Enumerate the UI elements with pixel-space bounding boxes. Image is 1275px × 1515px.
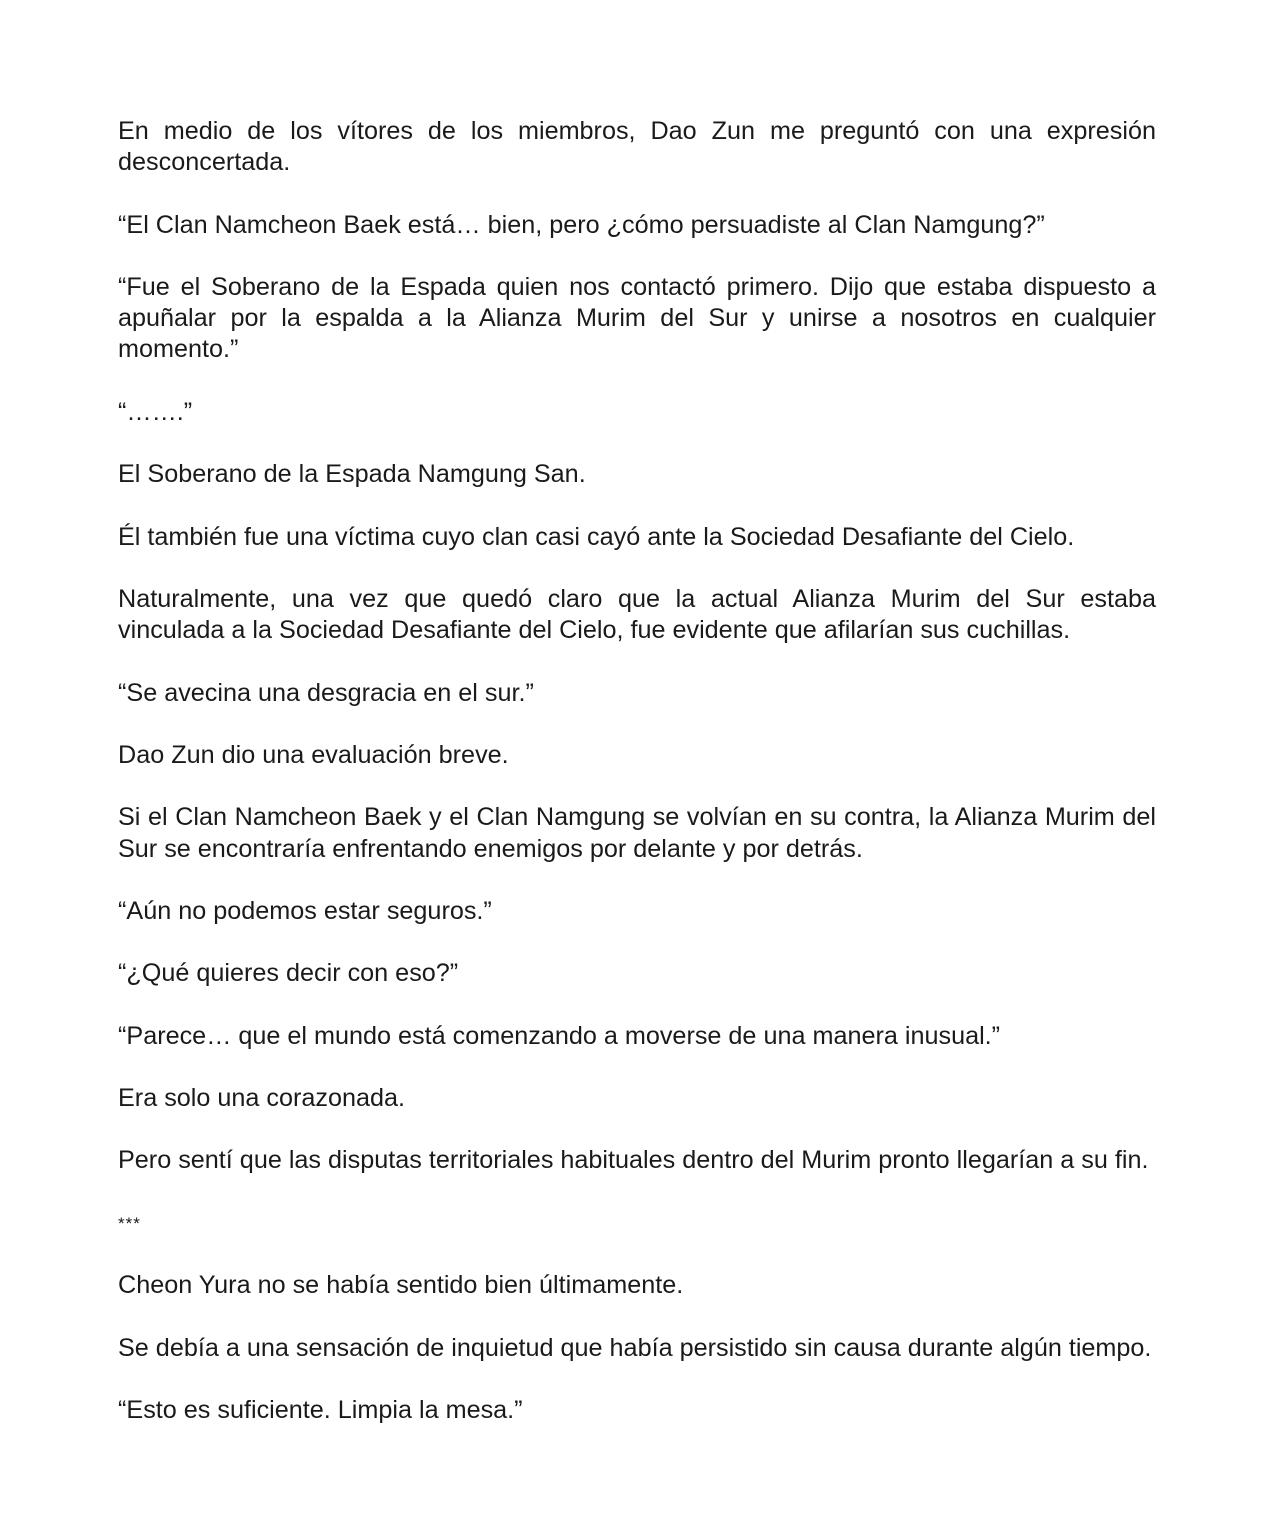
- paragraph-4: “…….”: [118, 397, 193, 426]
- paragraph-8: “Se avecina una desgracia en el sur.”: [118, 678, 534, 707]
- paragraph-19: “Esto es suficiente. Limpia la mesa.”: [118, 1396, 523, 1425]
- paragraph-7: Naturalmente, una vez que quedó claro que la actual Alianza Murim del Sur estaba vinculada a la Sociedad Desafiante del Cielo, fue evidente que afilarían sus cuchillas.: [118, 584, 1156, 645]
- paragraph-9: Dao Zun dio una evaluación breve.: [118, 740, 509, 769]
- paragraph-3: “Fue el Soberano de la Espada quien nos contactó primero. Dijo que estaba dispuesto a apuñalar por la espalda a la Alianza Murim del Sur y unirse a nosotros en cualquier momento.”: [118, 272, 1156, 364]
- paragraph-15: Pero sentí que las disputas territoriales habituales dentro del Murim pronto llegarían a su fin.: [118, 1146, 1149, 1175]
- paragraph-12: “¿Qué quieres decir con eso?”: [118, 959, 459, 988]
- paragraph-14: Era solo una corazonada.: [118, 1084, 406, 1113]
- paragraph-13: “Parece… que el mundo está comenzando a moverse de una manera inusual.”: [118, 1021, 1001, 1050]
- paragraph-17: Cheon Yura no se había sentido bien últimamente.: [118, 1271, 684, 1300]
- paragraph-18: Se debía a una sensación de inquietud que había persistido sin causa durante algún tiempo.: [118, 1333, 1152, 1362]
- paragraph-11: “Aún no podemos estar seguros.”: [118, 896, 492, 925]
- paragraph-6: Él también fue una víctima cuyo clan casi cayó ante la Sociedad Desafiante del Cielo.: [118, 522, 1075, 551]
- scene-separator: ***: [118, 1213, 141, 1233]
- paragraph-10: Si el Clan Namcheon Baek y el Clan Namgung se volvían en su contra, la Alianza Murim del Sur se encontraría enfrentando enemigos por delante y por detrás.: [118, 803, 1156, 863]
- paragraph-2: “El Clan Namcheon Baek está… bien, pero ¿cómo persuadiste al Clan Namgung?”: [118, 210, 1045, 239]
- document-page: [118, 116, 1156, 1457]
- paragraph-1: En medio de los vítores de los miembros, Dao Zun me preguntó con una expresión desconcertada.: [118, 117, 1156, 177]
- paragraph-5: El Soberano de la Espada Namgung San.: [118, 460, 586, 489]
